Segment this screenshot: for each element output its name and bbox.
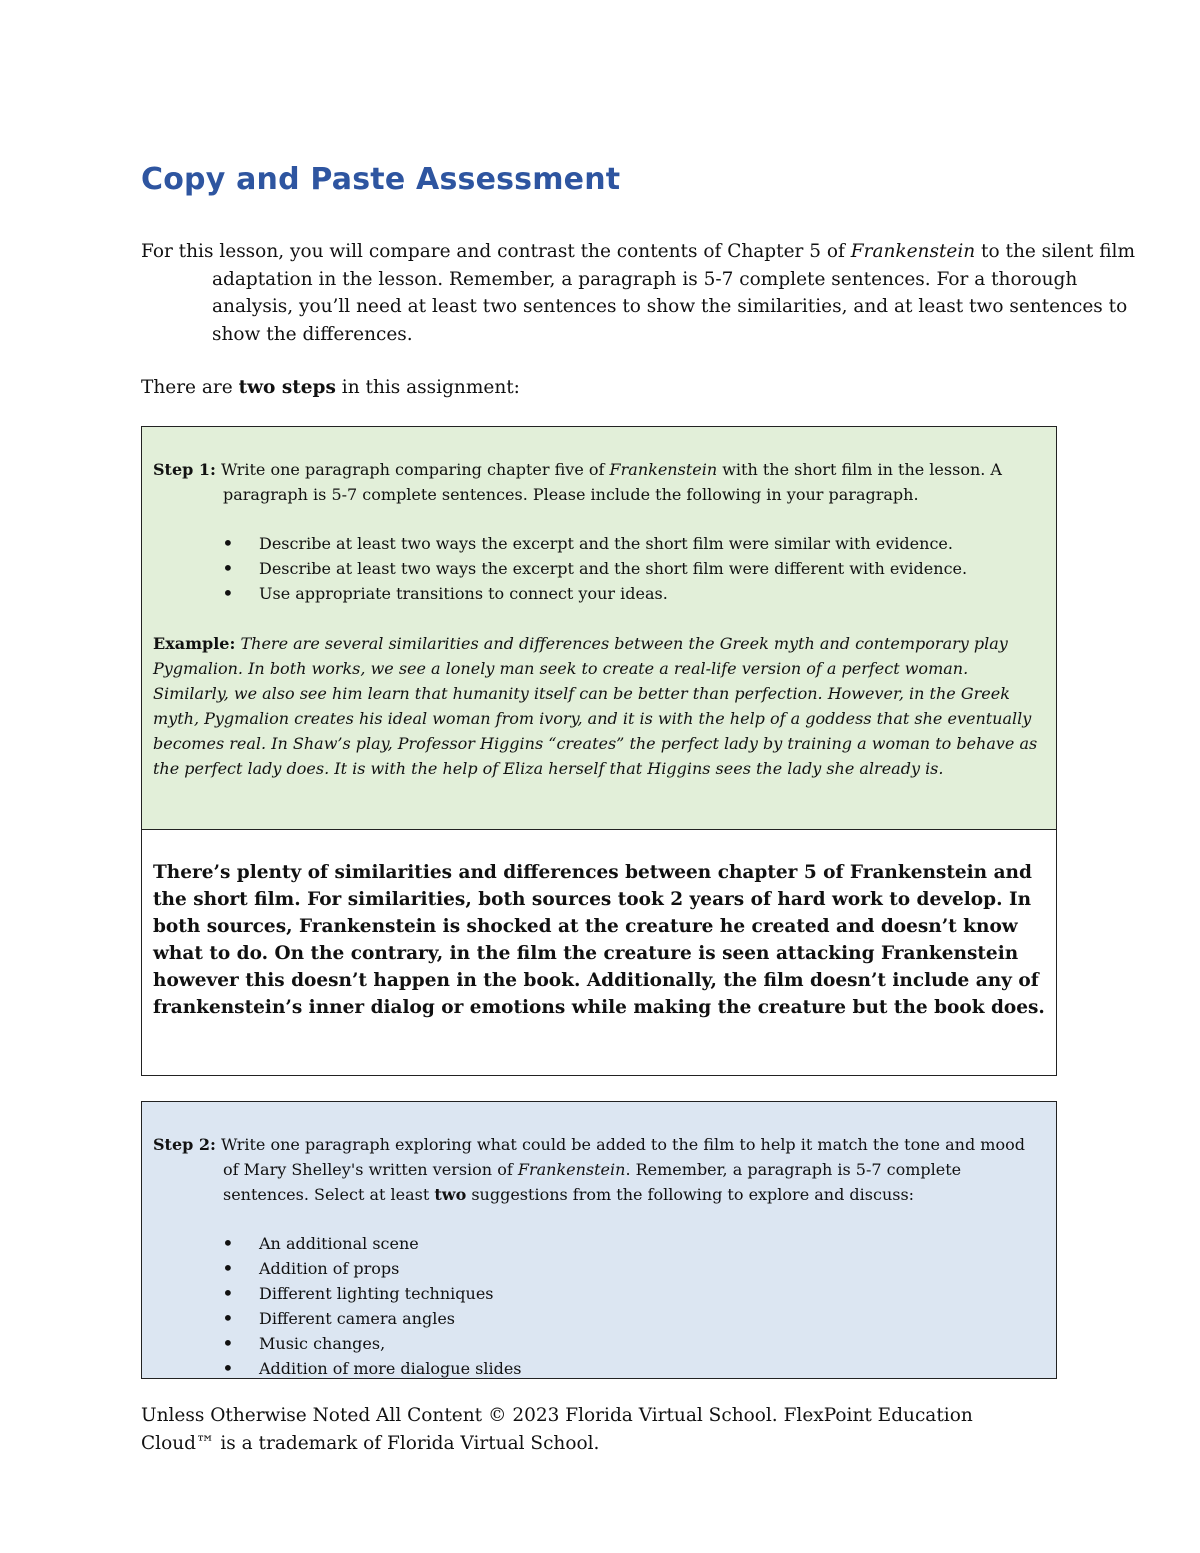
step2-bold-word: two xyxy=(434,1185,467,1204)
example-label: Example: xyxy=(153,634,236,653)
list-item: • Describe at least two ways the excerpt and the short film were different with evidence. xyxy=(222,556,967,581)
step2-book-title: Frankenstein xyxy=(517,1160,626,1179)
step2-label: Step 2: xyxy=(153,1135,216,1154)
list-item: • Describe at least two ways the excerpt and the short film were similar with evidence. xyxy=(222,531,967,556)
intro-text-2: to the silent film adaptation in the lesson. Remember, a paragraph is 5-7 complete sentences. For a thorough analysis, you’ll need at least two sentences to show the similarities, and at least two sentences to show the differences. xyxy=(212,241,1135,345)
step1-answer-box[interactable] xyxy=(141,829,1057,1076)
list-item: • Addition of props xyxy=(222,1256,522,1281)
step1-instructions xyxy=(153,457,1043,507)
step2-instructions xyxy=(153,1132,1043,1207)
step1-answer-text[interactable]: There’s plenty of similarities and differences between chapter 5 of Frankenstein and the short film. For similarities, both sources took 2 years of hard work to develop. In both sources, Frankenstein is shocked at the creature he created and doesn’t know what to do. On the contrary, in the film the creature is seen attacking Frankenstein however this doesn’t happen in the book. Additionally, the film doesn’t include any of frankenstein’s inner dialog or emotions while making the creature but the book does. xyxy=(153,862,1045,1018)
page-title: Copy and Paste Assessment xyxy=(141,162,621,197)
step2-text-middle: . Remember, a paragraph is 5-7 complete sentences. Select at least xyxy=(223,1160,962,1204)
steps-intro-after: in this assignment: xyxy=(335,377,520,398)
example-text: There are several similarities and differences between the Greek myth and contemporary play Pygmalion. In both works, we see a lonely man seek to create a real-life version of a perfect woman. Similarly, we also see him learn that humanity itself can be better than perfection. However, in the Greek myth, Pygmalion creates his ideal woman from ivory, and it is with the help of a goddess that she eventually becomes real. In Shaw’s play, Professor Higgins “creates” the perfect lady by training a woman to behave as the perfect lady does. It is with the help of Eliza herself that Higgins sees the lady she already is. xyxy=(153,634,1038,778)
list-item: • An additional scene xyxy=(222,1231,522,1256)
intro-paragraph xyxy=(141,238,1142,348)
list-item: • Different camera angles xyxy=(222,1306,522,1331)
step1-bullet-list xyxy=(222,531,967,606)
step2-box xyxy=(141,1101,1057,1379)
copyright-footer: Unless Otherwise Noted All Content © 2023 Florida Virtual School. FlexPoint Education Cloud™ is a trademark of Florida Virtual School. xyxy=(141,1405,973,1454)
intro-book-title: Frankenstein xyxy=(850,241,976,262)
step2-bullet-list xyxy=(222,1231,522,1381)
step1-text-after: with the short film in the lesson. A paragraph is 5-7 complete sentences. Please include the following in your paragraph. xyxy=(223,460,1002,504)
steps-intro xyxy=(141,374,520,402)
step2-text-before: Write one paragraph exploring what could be added to the film to help it match the tone and mood of Mary Shelley's written version of xyxy=(215,1135,1025,1179)
intro-text-1: For this lesson, you will compare and contrast the contents of Chapter 5 of xyxy=(141,241,851,262)
step2-text-after: suggestions from the following to explore and discuss: xyxy=(466,1185,915,1204)
step1-label: Step 1: xyxy=(153,460,216,479)
step1-box xyxy=(141,426,1057,831)
steps-intro-before: There are xyxy=(141,377,239,398)
list-item: • Use appropriate transitions to connect your ideas. xyxy=(222,581,967,606)
step1-text-before: Write one paragraph comparing chapter five of xyxy=(215,460,610,479)
list-item: • Addition of more dialogue slides xyxy=(222,1356,522,1381)
list-item: • Music changes, xyxy=(222,1331,522,1356)
steps-intro-bold: two steps xyxy=(238,377,336,398)
step1-book-title: Frankenstein xyxy=(609,460,718,479)
list-item: • Different lighting techniques xyxy=(222,1281,522,1306)
step1-example xyxy=(153,631,1043,781)
